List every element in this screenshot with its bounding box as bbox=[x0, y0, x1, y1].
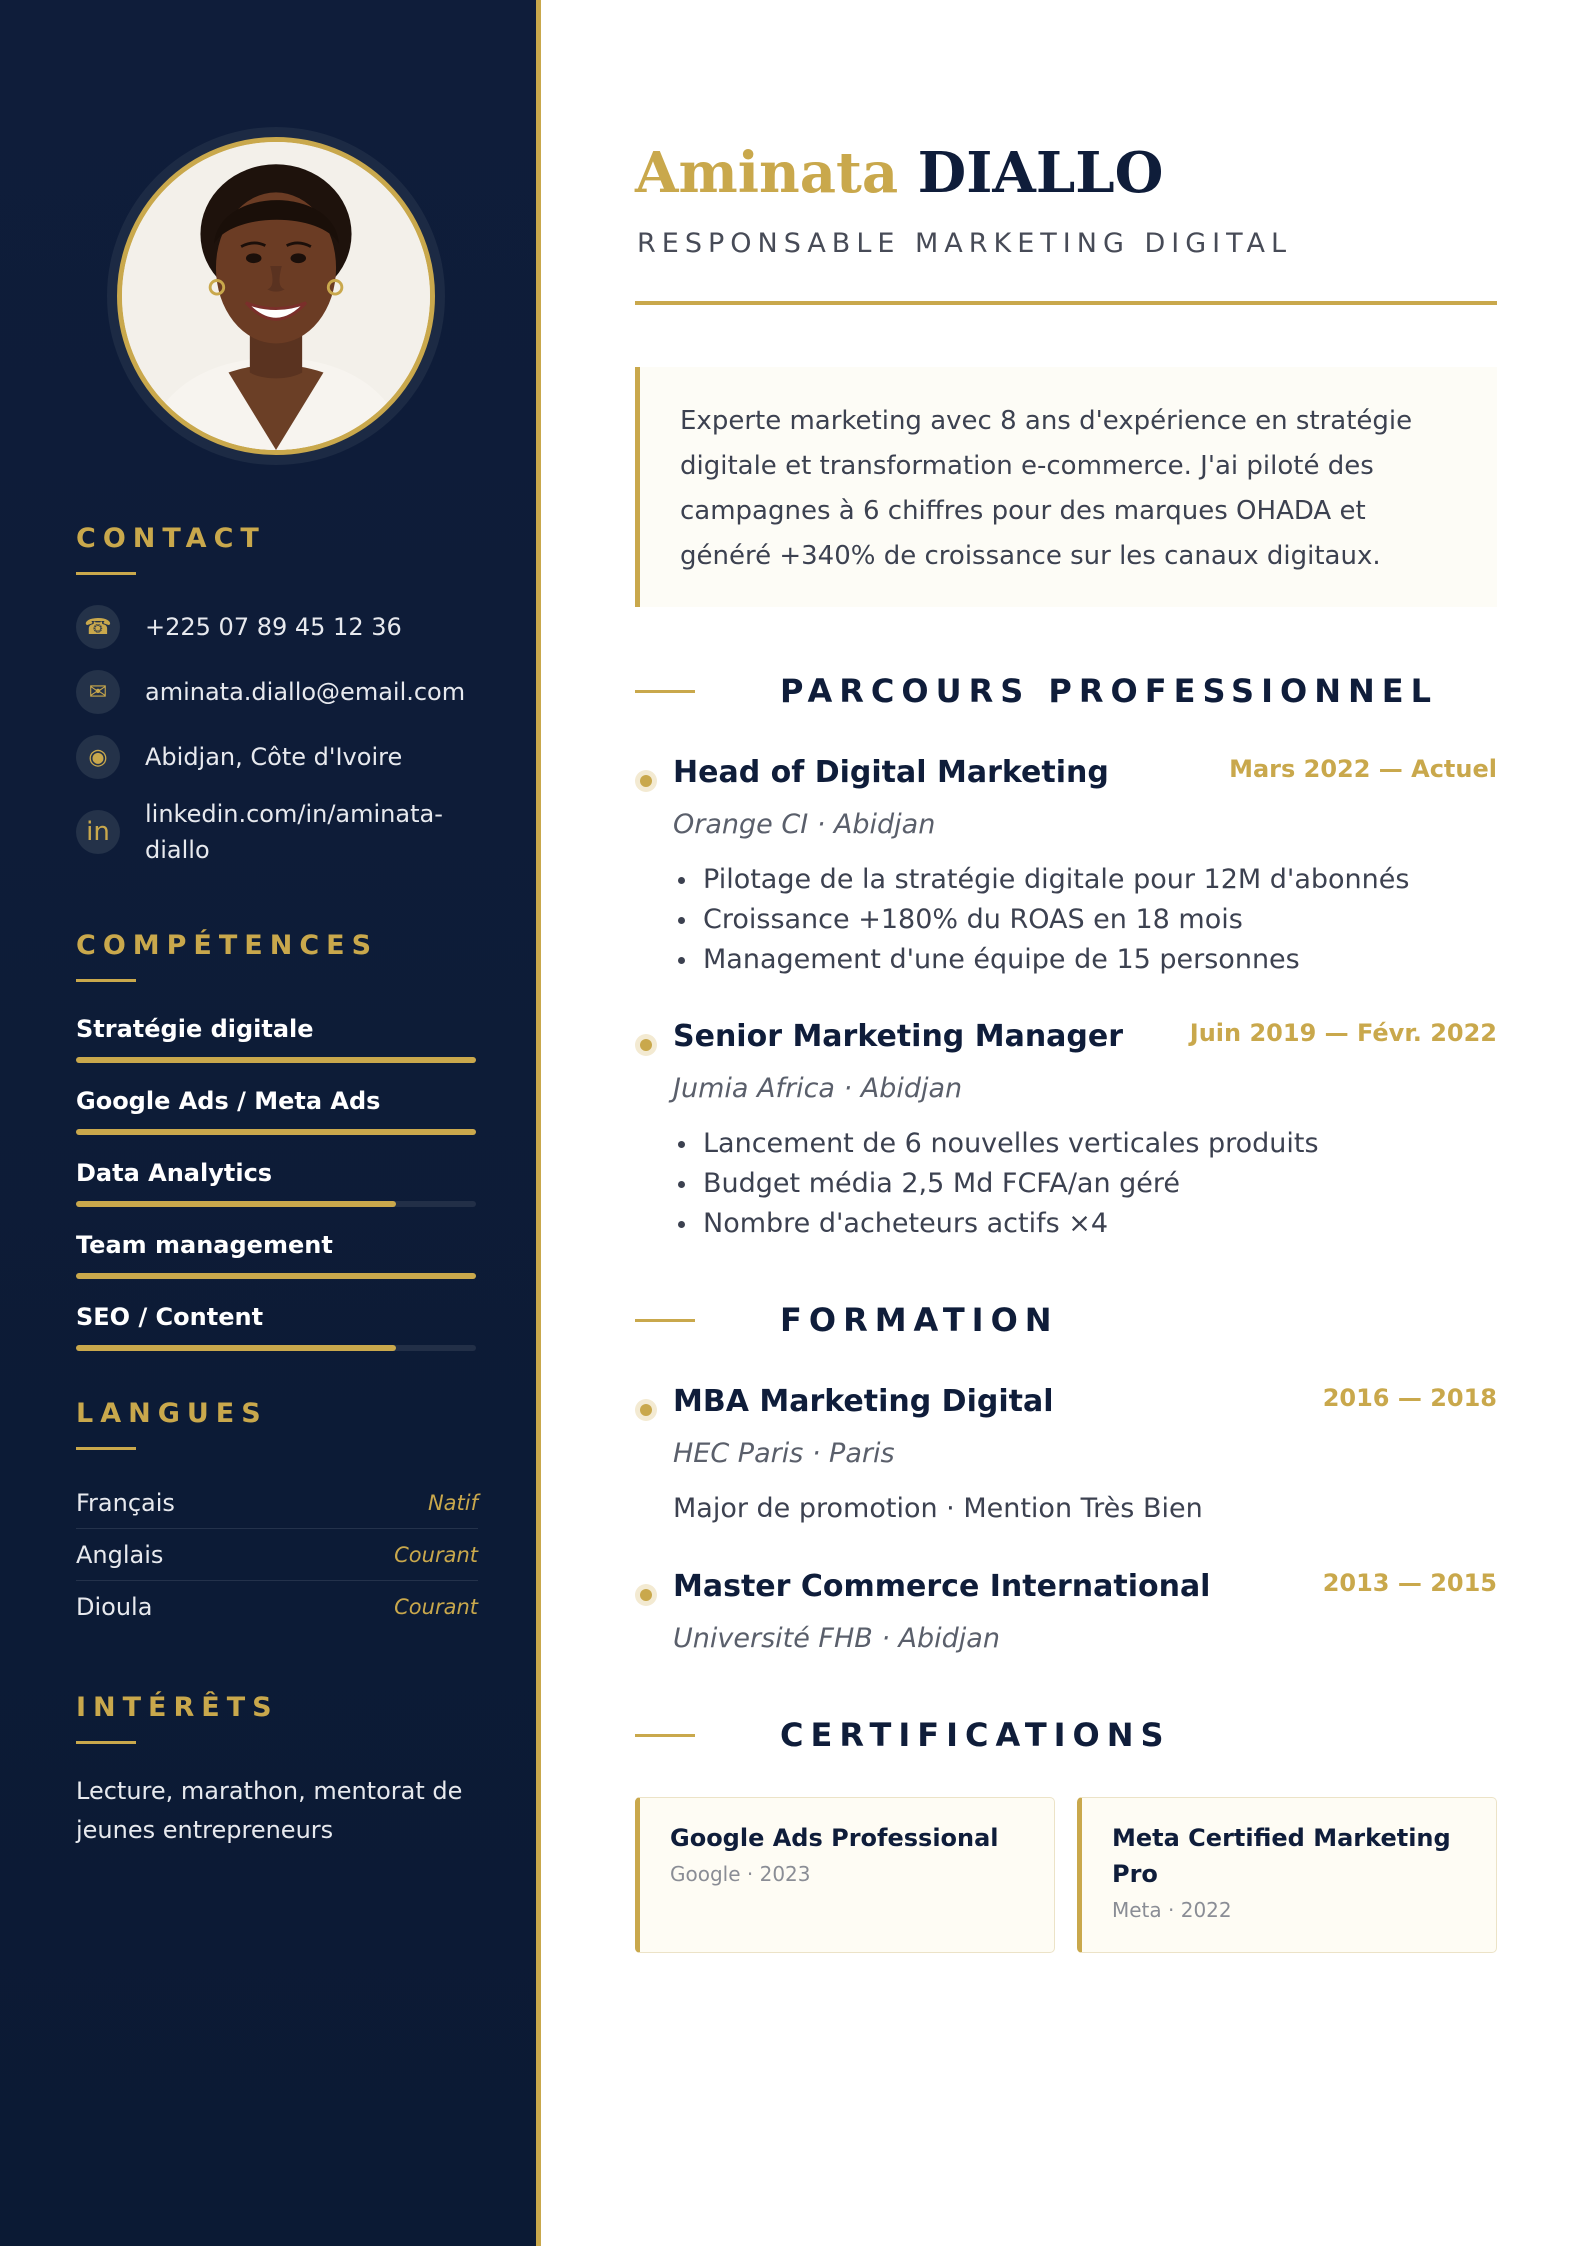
skill-bar-fill bbox=[76, 1345, 396, 1351]
contact-location-text: Abidjan, Côte d'Ivoire bbox=[145, 743, 403, 771]
summary-text: Experte marketing avec 8 ans d'expérience en stratégie digitale et transformation e-commerce. J'ai piloté des campagnes à 6 chiffres pour des marques OHADA et généré +340% de croissance sur les canaux digitaux. bbox=[680, 406, 1413, 571]
language-row bbox=[76, 1477, 478, 1529]
language-row bbox=[76, 1581, 478, 1633]
interests-text: Lecture, marathon, mentorat de jeunes entrepreneurs bbox=[76, 1777, 463, 1844]
profile-photo bbox=[117, 137, 435, 455]
bullet-item: Lancement de 6 nouvelles verticales produits bbox=[673, 1124, 1319, 1164]
language-level: Courant bbox=[394, 1542, 478, 1567]
certification-title: Meta Certified Marketing Pro bbox=[1112, 1824, 1451, 1888]
entry-organization: HEC Paris · Paris bbox=[673, 1438, 895, 1469]
languages-title-underline bbox=[76, 1447, 136, 1450]
skill-item bbox=[76, 1303, 476, 1331]
certifications-title: CERTIFICATIONS bbox=[780, 1716, 1171, 1754]
timeline-dot bbox=[635, 1034, 657, 1056]
skill-bar bbox=[76, 1273, 476, 1279]
mail-icon: ✉ bbox=[76, 670, 120, 714]
entry-title: Master Commerce International bbox=[673, 1569, 1211, 1604]
candidate-name bbox=[635, 140, 1163, 206]
entry-title: MBA Marketing Digital bbox=[673, 1384, 1054, 1419]
skill-label: SEO / Content bbox=[76, 1303, 264, 1331]
contact-location bbox=[76, 735, 402, 779]
certification-card bbox=[635, 1797, 1055, 1953]
entry-date: Juin 2019 — Févr. 2022 bbox=[1189, 1019, 1497, 1047]
skill-bar bbox=[76, 1345, 476, 1351]
skills-title: COMPÉTENCES bbox=[76, 930, 379, 961]
skill-item bbox=[76, 1015, 476, 1043]
heading-line bbox=[635, 1734, 695, 1737]
certification-title: Google Ads Professional bbox=[670, 1824, 999, 1852]
skill-item bbox=[76, 1159, 476, 1187]
bullet-item: Management d'une équipe de 15 personnes bbox=[673, 940, 1409, 980]
linkedin-icon: in bbox=[76, 810, 120, 854]
contact-phone bbox=[76, 605, 402, 649]
experience-title: PARCOURS PROFESSIONNEL bbox=[780, 672, 1439, 710]
language-level: Courant bbox=[394, 1595, 478, 1619]
certification-issuer: Google · 2023 bbox=[670, 1862, 811, 1886]
skill-bar bbox=[76, 1201, 476, 1207]
skill-bar bbox=[76, 1057, 476, 1063]
heading-line bbox=[635, 690, 695, 693]
contact-title: CONTACT bbox=[76, 523, 266, 554]
languages-title: LANGUES bbox=[76, 1398, 268, 1429]
skill-label: Data Analytics bbox=[76, 1159, 273, 1187]
language-level: Natif bbox=[427, 1490, 478, 1515]
profile-summary bbox=[635, 367, 1497, 607]
skill-bar-fill bbox=[76, 1057, 476, 1063]
interests-title: INTÉRÊTS bbox=[76, 1692, 279, 1723]
phone-icon: ☎ bbox=[76, 605, 120, 649]
sidebar bbox=[0, 0, 541, 2246]
skill-item bbox=[76, 1087, 476, 1115]
education-title: FORMATION bbox=[780, 1301, 1059, 1339]
contact-phone-text: +225 07 89 45 12 36 bbox=[145, 613, 402, 641]
header-divider bbox=[635, 301, 1497, 305]
contact-email bbox=[76, 670, 465, 714]
skill-bar bbox=[76, 1129, 476, 1135]
language-row bbox=[76, 1529, 478, 1581]
language-name: Dioula bbox=[76, 1593, 153, 1621]
language-name: Anglais bbox=[76, 1540, 164, 1569]
skills-title-underline bbox=[76, 979, 136, 982]
skill-label: Team management bbox=[76, 1231, 333, 1259]
last-name: DIALLO bbox=[917, 140, 1164, 206]
profile-photo-frame bbox=[107, 127, 445, 465]
certifications-heading bbox=[635, 1716, 1171, 1754]
bullet-item: Nombre d'acheteurs actifs ×4 bbox=[673, 1204, 1319, 1244]
experience-heading bbox=[635, 672, 1438, 710]
entry-title: Head of Digital Marketing bbox=[673, 755, 1109, 790]
timeline-dot bbox=[635, 1399, 657, 1421]
entry-date: 2013 — 2015 bbox=[1322, 1569, 1497, 1597]
contact-title-underline bbox=[76, 572, 136, 575]
contact-linkedin bbox=[76, 796, 475, 868]
contact-linkedin-text[interactable]: linkedin.com/in/aminata-diallo bbox=[145, 800, 443, 864]
entry-title: Senior Marketing Manager bbox=[673, 1019, 1124, 1054]
entry-organization: Université FHB · Abidjan bbox=[673, 1623, 1000, 1654]
entry-date: 2016 — 2018 bbox=[1322, 1384, 1497, 1412]
entry-organization: Jumia Africa · Abidjan bbox=[673, 1073, 963, 1104]
first-name: Aminata bbox=[635, 140, 899, 206]
skill-item bbox=[76, 1231, 476, 1259]
timeline-dot bbox=[635, 770, 657, 792]
education-heading bbox=[635, 1301, 1059, 1339]
entry-organization: Orange CI · Abidjan bbox=[673, 809, 936, 840]
heading-line bbox=[635, 1319, 695, 1322]
skill-bar-fill bbox=[76, 1273, 476, 1279]
bullet-item: Pilotage de la stratégie digitale pour 12M d'abonnés bbox=[673, 860, 1409, 900]
certification-issuer: Meta · 2022 bbox=[1112, 1898, 1232, 1922]
skill-label: Stratégie digitale bbox=[76, 1015, 314, 1043]
entry-note: Major de promotion · Mention Très Bien bbox=[673, 1493, 1203, 1524]
skill-bar-fill bbox=[76, 1129, 476, 1135]
bullet-item: Budget média 2,5 Md FCFA/an géré bbox=[673, 1164, 1319, 1204]
interests-title-underline bbox=[76, 1741, 136, 1744]
location-icon: ◉ bbox=[76, 735, 120, 779]
contact-email-text[interactable]: aminata.diallo@email.com bbox=[145, 678, 466, 706]
timeline-dot bbox=[635, 1584, 657, 1606]
language-name: Français bbox=[76, 1488, 175, 1517]
bullet-item: Croissance +180% du ROAS en 18 mois bbox=[673, 900, 1409, 940]
portrait-illustration bbox=[122, 142, 430, 450]
certification-card bbox=[1077, 1797, 1497, 1953]
job-title: RESPONSABLE MARKETING DIGITAL bbox=[637, 228, 1293, 259]
skill-label: Google Ads / Meta Ads bbox=[76, 1087, 381, 1115]
entry-date: Mars 2022 — Actuel bbox=[1229, 755, 1497, 783]
skill-bar-fill bbox=[76, 1201, 396, 1207]
entry-bullets bbox=[673, 1124, 1319, 1244]
entry-bullets bbox=[673, 860, 1409, 980]
